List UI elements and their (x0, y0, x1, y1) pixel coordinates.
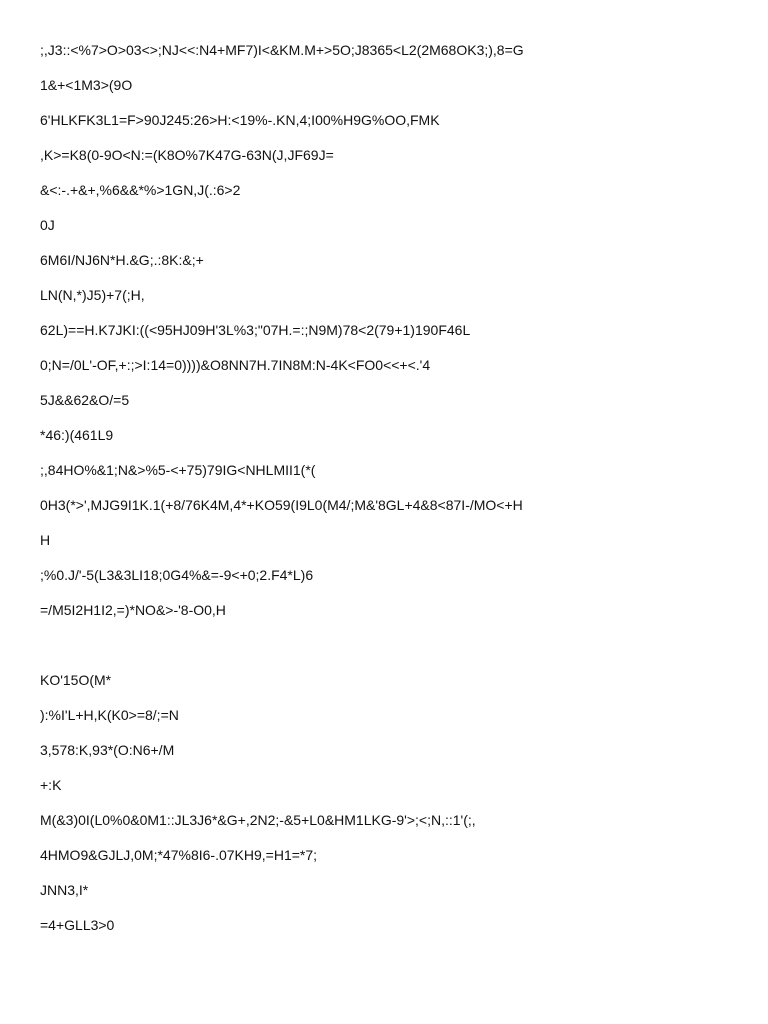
document-body (40, 38, 750, 948)
text-line: 0;N=/0L'-OF,+:;>I:14=0))))&O8NN7H.7IN8M:N-4K<FO0<<+<.'4 (40, 357, 431, 373)
text-line: =/M5I2H1I2,=)*NO&>-'8-O0,H (40, 602, 226, 618)
text-line: H (40, 532, 51, 548)
text-line: +:K (40, 777, 62, 793)
text-line: 1&+<1M3>(9O (40, 77, 133, 93)
text-line: =4+GLL3>0 (40, 917, 115, 933)
text-line: *46:)(461L9 (40, 427, 114, 443)
text-line: ):%I'L+H,K(K0>=8/;=N (40, 707, 179, 723)
text-line: ;%0.J/'-5(L3&3LI18;0G4%&=-9<+0;2.F4*L)6 (40, 567, 314, 583)
text-line: 3,578:K,93*(O:N6+/M (40, 742, 175, 758)
text-line: ;,J3::<%7>O>03<>;NJ<<:N4+MF7)I<&KM.M+>5O;J8365<L2(2M68OK3;),8=G (40, 42, 524, 58)
text-line: ,K>=K8(0-9O<N:=(K8O%7K47G-63N(J,JF69J= (40, 147, 334, 163)
text-line: 6'HLKFK3L1=F>90J245:26>H:<19%-.KN,4;I00%H9G%OO,FMK (40, 112, 440, 128)
text-line: 5J&&62&O/=5 (40, 392, 130, 408)
blank-line (40, 633, 750, 668)
text-line: ;,84HO%&1;N&>%5-<+75)79IG<NHLMII1(*( (40, 462, 316, 478)
text-line: &<:-.+&+,%6&&*%>1GN,J(.:6>2 (40, 182, 241, 198)
text-line: LN(N,*)J5)+7(;H, (40, 287, 145, 303)
text-line: M(&3)0I(L0%0&0M1::JL3J6*&G+,2N2;-&5+L0&HM1LKG-9'>;<;N,::1'(;, (40, 812, 476, 828)
text-line: 6M6I/NJ6N*H.&G;.:8K:&;+ (40, 252, 204, 268)
text-line: KO'15O(M* (40, 672, 112, 688)
text-line: JNN3,I* (40, 882, 89, 898)
text-line: 4HMO9&GJLJ,0M;*47%8I6-.07KH9,=H1=*7; (40, 847, 318, 863)
text-line: 0J (40, 217, 55, 233)
text-line: 0H3(*>',MJG9I1K.1(+8/76K4M,4*+KO59(I9L0(M4/;M&'8GL+4&8<87I-/MO<+H (40, 497, 523, 513)
text-line: 62L)==H.K7JKI:((<95HJ09H'3L%3;"07H.=:;N9M)78<2(79+1)190F46L (40, 322, 471, 338)
